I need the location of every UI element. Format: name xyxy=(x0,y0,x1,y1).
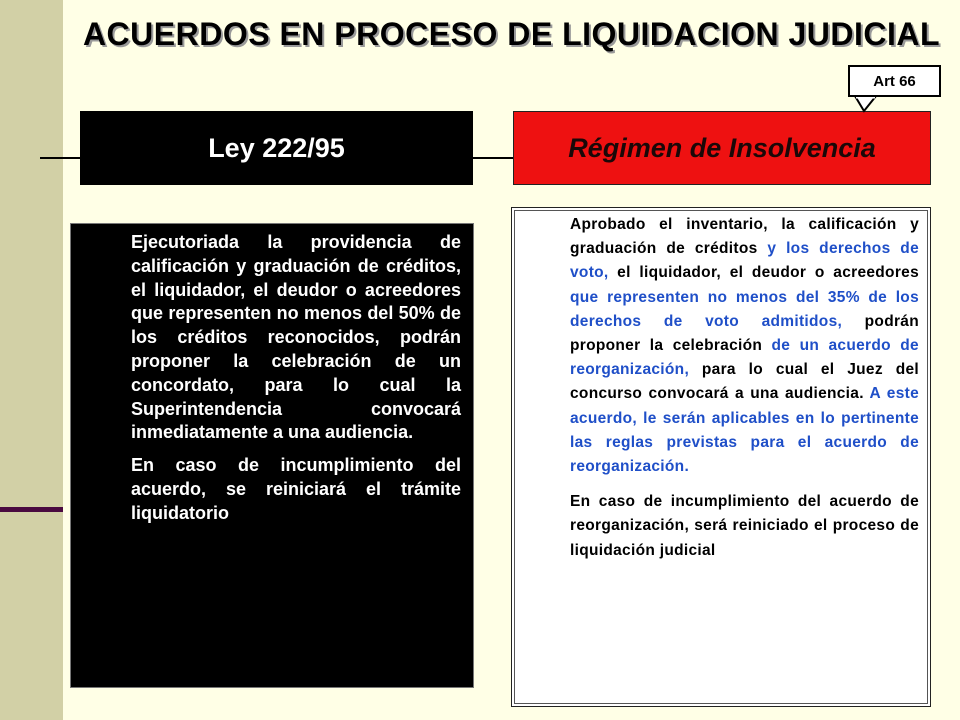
ley-paragraph-1: Ejecutoriada la providencia de calificación y graduación de créditos, el liquidador, el deudor o acreedores que representen no menos del 50% de los créditos reconocidos, podrán proponer la celebración de un concordato, para lo cual la Superintendencia convocará inmediatamente a una audiencia. xyxy=(131,232,461,443)
regimen-paragraph-2: En caso de incumplimiento del acuerdo de reorganización, será reiniciado el proceso de liquidación judicial xyxy=(570,493,919,559)
regimen-paragraph-1 xyxy=(570,213,919,479)
middle-connector-line xyxy=(473,157,513,159)
side-rule xyxy=(0,507,63,512)
left-connector-line xyxy=(40,157,80,159)
regimen-panel xyxy=(511,207,931,707)
regimen-text-e: podrán proponer la celebración xyxy=(570,312,919,355)
side-band xyxy=(0,0,63,720)
ley-222-panel xyxy=(70,223,474,688)
ley-header: Ley 222/95 xyxy=(80,111,473,185)
regimen-header: Régimen de Insolvencia xyxy=(513,111,931,185)
regimen-text-f: de un acuerdo de reorganización, xyxy=(570,337,919,379)
slide-title: ACUERDOS EN PROCESO DE LIQUIDACION JUDICIAL xyxy=(82,16,941,52)
ley-paragraph-2: En caso de incumplimiento del acuerdo, se reiniciará el trámite liquidatorio xyxy=(131,455,461,523)
article-callout: Art 66 xyxy=(848,65,941,97)
regimen-text-c: el liquidador, el deudor o acreedores xyxy=(608,264,919,282)
regimen-text-d: que representen no menos del 35% de los derechos de voto admitidos, xyxy=(570,288,919,330)
regimen-text-h: A este acuerdo, le serán aplicables en lo pertinente las reglas previstas para el acuerdo de reorganización. xyxy=(570,385,919,476)
regimen-text-b: y los derechos de voto, xyxy=(570,240,919,282)
regimen-text-g: para lo cual el Juez del concurso convocará a una audiencia. xyxy=(570,361,919,403)
regimen-text-a: Aprobado el inventario, la calificación y graduación de créditos xyxy=(570,216,919,258)
